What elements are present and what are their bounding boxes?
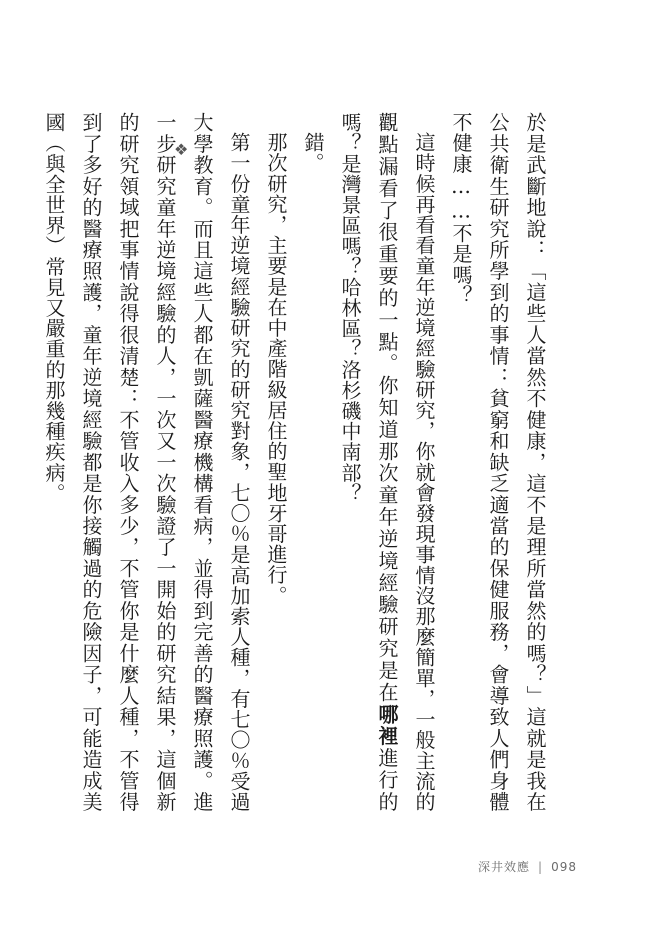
footer-separator: | bbox=[538, 860, 544, 874]
page-number: 098 bbox=[551, 860, 577, 874]
paragraph-6 bbox=[0, 112, 1, 812]
paragraph-2-text: 這時候再看看童年逆境經驗研究，你就會發現事情沒那麼簡單，一般主流的觀點漏看了很重要的一點。你知道那次童年逆境經驗研究是在 bbox=[375, 112, 436, 812]
paragraph-2 bbox=[331, 112, 442, 812]
book-title: 深井效應 bbox=[478, 860, 531, 874]
emphasis-where: 哪裡 bbox=[375, 703, 399, 748]
paragraph-2-tail: 進行的嗎？是灣景區嗎？哈林區？洛杉磯中南部？ bbox=[338, 112, 399, 813]
paragraph-4: 那次研究，主要是在中產階級居住的聖地牙哥進行。 bbox=[264, 132, 288, 606]
paragraph-1: 於是武斷地說：「這些人當然不健康，這不是理所當然的嗎？」這就是我在公共衛生研究所學到的事情：貧窮和缺乏適當的保健服務，會導致人們身體不健康……不是嗎？ bbox=[449, 112, 547, 812]
section-break-ornament-icon: ❖ bbox=[174, 140, 189, 159]
page-footer bbox=[478, 858, 577, 875]
body-text bbox=[0, 112, 553, 812]
paragraph-3: 錯。 bbox=[301, 132, 325, 174]
paragraph-5: 第一份童年逆境經驗研究的研究對象，七〇％是高加索人種，有七〇％受過大學教育。而且這些人都在凱薩醫療機構看病，並得到完善的醫療照護。進一步研究童年逆境經驗的人，一次又一次驗證了一開始的研究結果，這個新的研究領域把事情說得很清楚：不管收入多少，不管你是什麼人種，不管得到了多好的醫療照護，童年逆境經驗都是你接觸過的危險因子，可能造成美國（與全世界）常見又嚴重的那幾種疾病。 bbox=[42, 112, 251, 812]
